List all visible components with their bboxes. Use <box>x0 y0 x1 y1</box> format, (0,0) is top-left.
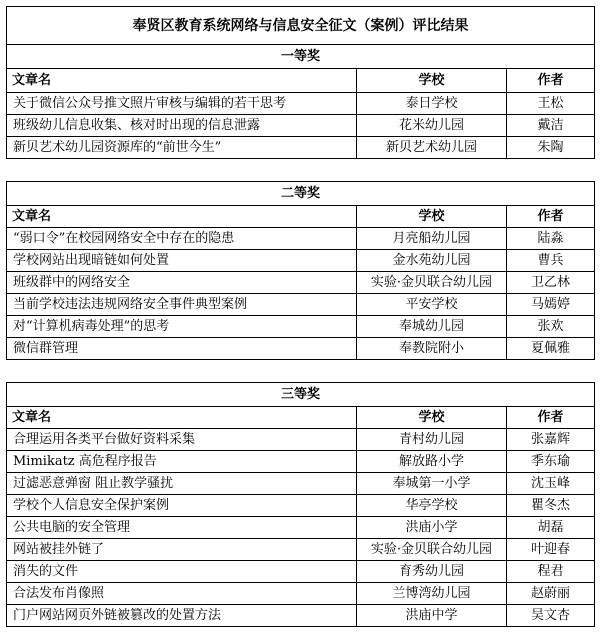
author-name: 马嫣婷 <box>507 294 595 316</box>
table-row <box>7 495 595 517</box>
school-name: 花米幼儿园 <box>357 115 507 137</box>
article-title: 关于微信公众号推文照片审核与编辑的若干思考 <box>7 93 357 115</box>
column-header-school: 学校 <box>357 407 507 429</box>
school-name: 华亭学校 <box>357 495 507 517</box>
table-row <box>7 605 595 627</box>
table-row <box>7 451 595 473</box>
first-prize-table <box>6 6 595 159</box>
article-title: 班级群中的网络安全 <box>7 272 357 294</box>
author-name: 赵蔚丽 <box>507 583 595 605</box>
article-title: Mimikatz 高危程序报告 <box>7 451 357 473</box>
article-title: 学校网站出现暗链如何处置 <box>7 250 357 272</box>
article-title: 微信群管理 <box>7 338 357 360</box>
school-name: 实验·金贝联合幼儿园 <box>357 272 507 294</box>
school-name: 育秀幼儿园 <box>357 561 507 583</box>
table-row <box>7 294 595 316</box>
school-name: 奉城第一小学 <box>357 473 507 495</box>
article-title: 当前学校违法违规网络安全事件典型案例 <box>7 294 357 316</box>
table-row <box>7 539 595 561</box>
table-row <box>7 228 595 250</box>
table-row <box>7 473 595 495</box>
school-name: 奉教院附小 <box>357 338 507 360</box>
column-header-author: 作者 <box>507 69 595 93</box>
author-name: 卫乙林 <box>507 272 595 294</box>
author-name: 朱陶 <box>507 137 595 159</box>
school-name: 新贝艺术幼儿园 <box>357 137 507 159</box>
article-title: 网站被挂外链了 <box>7 539 357 561</box>
third-prize-table <box>6 382 595 627</box>
column-header-school: 学校 <box>357 206 507 228</box>
table-header-row <box>7 206 595 228</box>
school-name: 青村幼儿园 <box>357 429 507 451</box>
school-name: 洪庙中学 <box>357 605 507 627</box>
column-header-article: 文章名 <box>7 407 357 429</box>
school-name: 奉城幼儿园 <box>357 316 507 338</box>
author-name: 戴洁 <box>507 115 595 137</box>
table-row <box>7 272 595 294</box>
article-title: “弱口令”在校园网络安全中存在的隐患 <box>7 228 357 250</box>
school-name: 解放路小学 <box>357 451 507 473</box>
author-name: 季东瑜 <box>507 451 595 473</box>
table-row <box>7 338 595 360</box>
table-row <box>7 517 595 539</box>
school-name: 兰博湾幼儿园 <box>357 583 507 605</box>
school-name: 金水苑幼儿园 <box>357 250 507 272</box>
author-name: 沈玉峰 <box>507 473 595 495</box>
author-name: 王松 <box>507 93 595 115</box>
page-title: 奉贤区教育系统网络与信息安全征文（案例）评比结果 <box>7 7 595 45</box>
school-name: 月亮船幼儿园 <box>357 228 507 250</box>
author-name: 张欢 <box>507 316 595 338</box>
author-name: 吴文杏 <box>507 605 595 627</box>
article-title: 新贝艺术幼儿园资源库的“前世今生” <box>7 137 357 159</box>
article-title: 公共电脑的安全管理 <box>7 517 357 539</box>
school-name: 洪庙小学 <box>357 517 507 539</box>
article-title: 学校个人信息安全保护案例 <box>7 495 357 517</box>
table-header-row <box>7 407 595 429</box>
prize-heading-second: 二等奖 <box>7 182 595 206</box>
author-name: 胡磊 <box>507 517 595 539</box>
author-name: 夏佩雅 <box>507 338 595 360</box>
article-title: 过滤恶意弹窗 阻止教学骚扰 <box>7 473 357 495</box>
column-header-article: 文章名 <box>7 206 357 228</box>
author-name: 陆淼 <box>507 228 595 250</box>
column-header-author: 作者 <box>507 206 595 228</box>
author-name: 张嘉辉 <box>507 429 595 451</box>
column-header-article: 文章名 <box>7 69 357 93</box>
article-title: 合法发布肖像照 <box>7 583 357 605</box>
author-name: 瞿冬杰 <box>507 495 595 517</box>
article-title: 门户网站网页外链被篡改的处置方法 <box>7 605 357 627</box>
article-title: 消失的文件 <box>7 561 357 583</box>
table-row <box>7 250 595 272</box>
school-name: 实验·金贝联合幼儿园 <box>357 539 507 561</box>
school-name: 泰日学校 <box>357 93 507 115</box>
article-title: 合理运用各类平台做好资料采集 <box>7 429 357 451</box>
table-row <box>7 137 595 159</box>
article-title: 对“计算机病毒处理”的思考 <box>7 316 357 338</box>
prize-heading-first: 一等奖 <box>7 45 595 69</box>
second-prize-table <box>6 181 595 360</box>
table-row <box>7 561 595 583</box>
table-row <box>7 316 595 338</box>
prize-heading-third: 三等奖 <box>7 383 595 407</box>
school-name: 平安学校 <box>357 294 507 316</box>
author-name: 程君 <box>507 561 595 583</box>
table-row <box>7 429 595 451</box>
table-row <box>7 115 595 137</box>
author-name: 叶迎春 <box>507 539 595 561</box>
column-header-author: 作者 <box>507 407 595 429</box>
author-name: 曹兵 <box>507 250 595 272</box>
table-row <box>7 583 595 605</box>
article-title: 班级幼儿信息收集、核对时出现的信息泄露 <box>7 115 357 137</box>
table-row <box>7 93 595 115</box>
table-header-row <box>7 69 595 93</box>
column-header-school: 学校 <box>357 69 507 93</box>
